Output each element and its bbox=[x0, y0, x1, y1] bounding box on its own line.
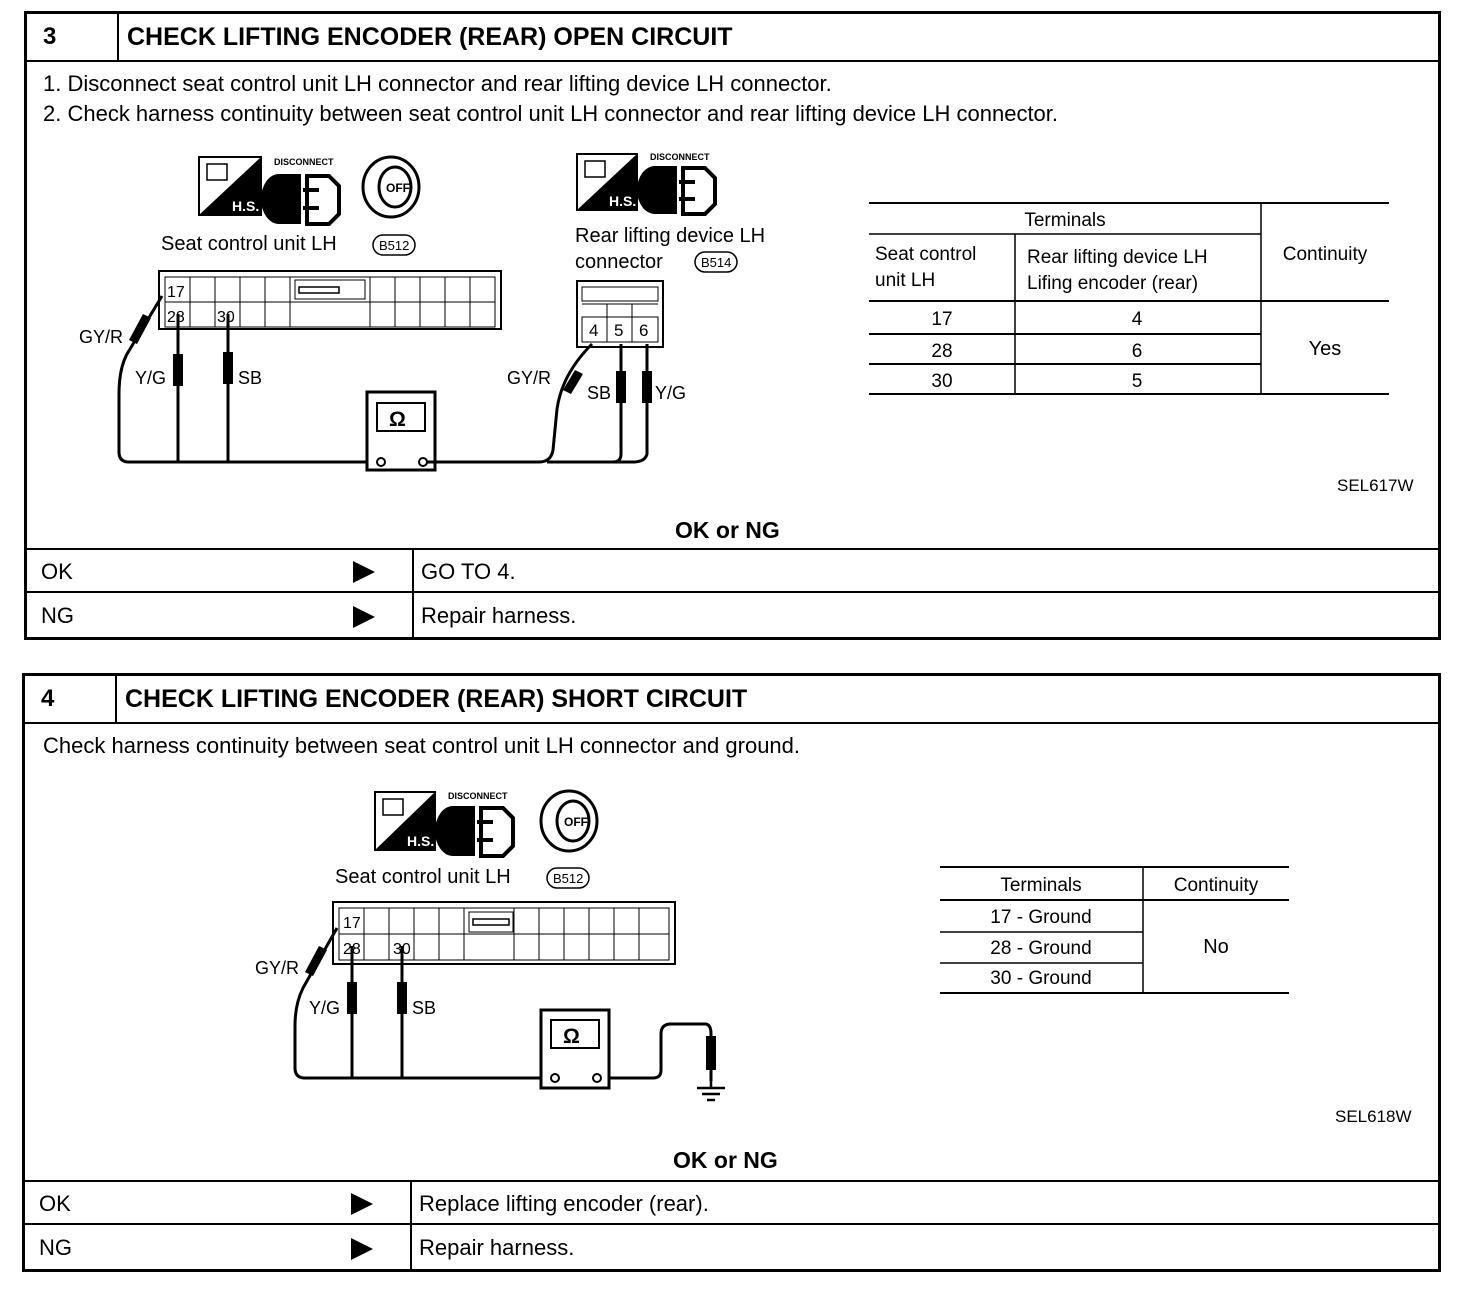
pin-label: 4 bbox=[589, 321, 599, 340]
result-action: GO TO 4. bbox=[421, 559, 516, 584]
result-key: NG bbox=[41, 603, 74, 628]
table-cell: 30 - Ground bbox=[990, 968, 1092, 989]
continuity-header: Continuity bbox=[1282, 244, 1368, 265]
seat-control-unit-connector bbox=[333, 902, 675, 964]
ohmmeter bbox=[367, 392, 435, 470]
harness-connector-icon bbox=[577, 154, 637, 210]
rear-lifting-header: Rear lifting device LH bbox=[1027, 247, 1208, 268]
hs-label: H.S. bbox=[407, 833, 435, 849]
pin-label: 28 bbox=[343, 941, 361, 958]
result-action: Replace lifting encoder (rear). bbox=[419, 1191, 709, 1216]
step-3-result-ok bbox=[27, 548, 1438, 593]
terminals-header: Terminals bbox=[1024, 210, 1106, 231]
hs-label: H.S. bbox=[232, 198, 260, 214]
step-3-ok-or-ng: OK or NG bbox=[675, 517, 780, 543]
rear-lifting-device-label-2: connector bbox=[575, 251, 663, 273]
seat-control-unit-connector bbox=[159, 271, 501, 329]
seat-control-unit-label: Seat control unit LH bbox=[335, 866, 511, 888]
disconnect-label: DISCONNECT bbox=[274, 157, 334, 167]
wire-label: Y/G bbox=[309, 998, 341, 1018]
continuity-header: Continuity bbox=[1173, 875, 1259, 896]
step-3-continuity-table bbox=[869, 203, 1389, 394]
step-4-result-ok bbox=[25, 1180, 1438, 1225]
ignition-off-icon bbox=[363, 157, 419, 217]
table-cell: 28 - Ground bbox=[990, 938, 1092, 959]
ohmmeter bbox=[541, 1010, 609, 1088]
step-3-result-ng bbox=[27, 591, 1438, 639]
result-key: NG bbox=[39, 1235, 72, 1260]
step-4-continuity-table bbox=[940, 867, 1289, 993]
step-3-title: CHECK LIFTING ENCODER (REAR) OPEN CIRCUIT bbox=[127, 23, 733, 51]
ignition-off-icon bbox=[541, 791, 597, 851]
table-cell: 4 bbox=[1131, 309, 1143, 330]
connector-code: B512 bbox=[379, 238, 410, 253]
wire-label: Y/G bbox=[135, 368, 167, 388]
step-3-diagram bbox=[27, 14, 1438, 514]
arrow-right-icon bbox=[353, 561, 375, 583]
arrow-right-icon bbox=[351, 1193, 373, 1215]
table-cell: 17 - Ground bbox=[990, 907, 1092, 928]
harness-connector-icon bbox=[375, 792, 435, 850]
disconnect-icon bbox=[637, 152, 715, 214]
rear-lifting-device-connector bbox=[577, 281, 663, 347]
disconnect-icon bbox=[435, 791, 513, 856]
result-key: OK bbox=[41, 559, 73, 584]
wire-label: Y/G bbox=[655, 383, 687, 403]
arrow-right-icon bbox=[353, 606, 375, 628]
table-cell: 17 bbox=[931, 309, 953, 330]
rear-lifting-header-2: Lifing encoder (rear) bbox=[1027, 273, 1199, 294]
disconnect-label: DISCONNECT bbox=[448, 791, 508, 801]
wire-label: SB bbox=[587, 383, 612, 403]
seat-control-unit-label: Seat control unit LH bbox=[161, 233, 337, 255]
connector-code: B512 bbox=[553, 871, 584, 886]
result-key: OK bbox=[39, 1191, 71, 1216]
ohm-symbol: Ω bbox=[389, 408, 406, 431]
pin-label: 5 bbox=[614, 321, 624, 340]
table-cell: 5 bbox=[1131, 371, 1143, 392]
step-4-instruction: Check harness continuity between seat control unit LH connector and ground. bbox=[43, 733, 801, 758]
continuity-result: Yes bbox=[1308, 338, 1342, 360]
wire-label: GY/R bbox=[79, 327, 124, 347]
step-3-section bbox=[24, 11, 1441, 640]
step-4-title: CHECK LIFTING ENCODER (REAR) SHORT CIRCUIT bbox=[125, 685, 748, 713]
wire-label: GY/R bbox=[507, 368, 552, 388]
step-4-number: 4 bbox=[25, 676, 117, 722]
pin-label: 28 bbox=[167, 309, 185, 326]
pin-label: 6 bbox=[639, 321, 649, 340]
step-3-instruction-1: 1. Disconnect seat control unit LH connector and rear lifting device LH connector. bbox=[43, 71, 832, 96]
hs-label: H.S. bbox=[609, 193, 637, 209]
rear-lifting-device-label: Rear lifting device LH bbox=[575, 225, 766, 247]
step-4-result-ng bbox=[25, 1223, 1438, 1271]
pin-label: 30 bbox=[393, 941, 411, 958]
ground-icon bbox=[697, 1081, 725, 1100]
wire-label: SB bbox=[412, 998, 437, 1018]
pin-label: 30 bbox=[217, 309, 235, 326]
continuity-result: No bbox=[1203, 936, 1229, 958]
step-3-reference-code: SEL617W bbox=[1337, 476, 1414, 495]
pin-label: 17 bbox=[343, 915, 361, 932]
step-3-number: 3 bbox=[27, 14, 119, 60]
wire-harness bbox=[427, 344, 647, 462]
harness-connector-icon bbox=[199, 157, 261, 215]
arrow-right-icon bbox=[351, 1238, 373, 1260]
ohm-symbol: Ω bbox=[563, 1025, 580, 1048]
wire-label: SB bbox=[238, 368, 263, 388]
table-cell: 30 bbox=[931, 371, 953, 392]
off-label: OFF bbox=[386, 181, 410, 195]
table-cell: 6 bbox=[1131, 341, 1143, 362]
step-4-diagram bbox=[25, 676, 1438, 1146]
terminals-header: Terminals bbox=[1000, 875, 1082, 896]
step-4-section bbox=[22, 673, 1441, 1272]
table-cell: 28 bbox=[931, 341, 953, 362]
step-3-instruction-2: 2. Check harness continuity between seat control unit LH connector and rear lifting device LH connector. bbox=[43, 101, 1059, 126]
result-action: Repair harness. bbox=[421, 603, 577, 628]
disconnect-icon bbox=[261, 157, 339, 224]
connector-code: B514 bbox=[701, 255, 732, 270]
disconnect-label: DISCONNECT bbox=[650, 152, 710, 162]
wire-label: GY/R bbox=[255, 958, 300, 978]
off-label: OFF bbox=[564, 815, 588, 829]
pin-label: 17 bbox=[167, 284, 185, 301]
step-4-ok-or-ng: OK or NG bbox=[673, 1147, 778, 1173]
result-action: Repair harness. bbox=[419, 1235, 575, 1260]
seat-control-unit-header: Seat control unit LH bbox=[875, 244, 977, 291]
step-4-reference-code: SEL618W bbox=[1335, 1107, 1412, 1126]
